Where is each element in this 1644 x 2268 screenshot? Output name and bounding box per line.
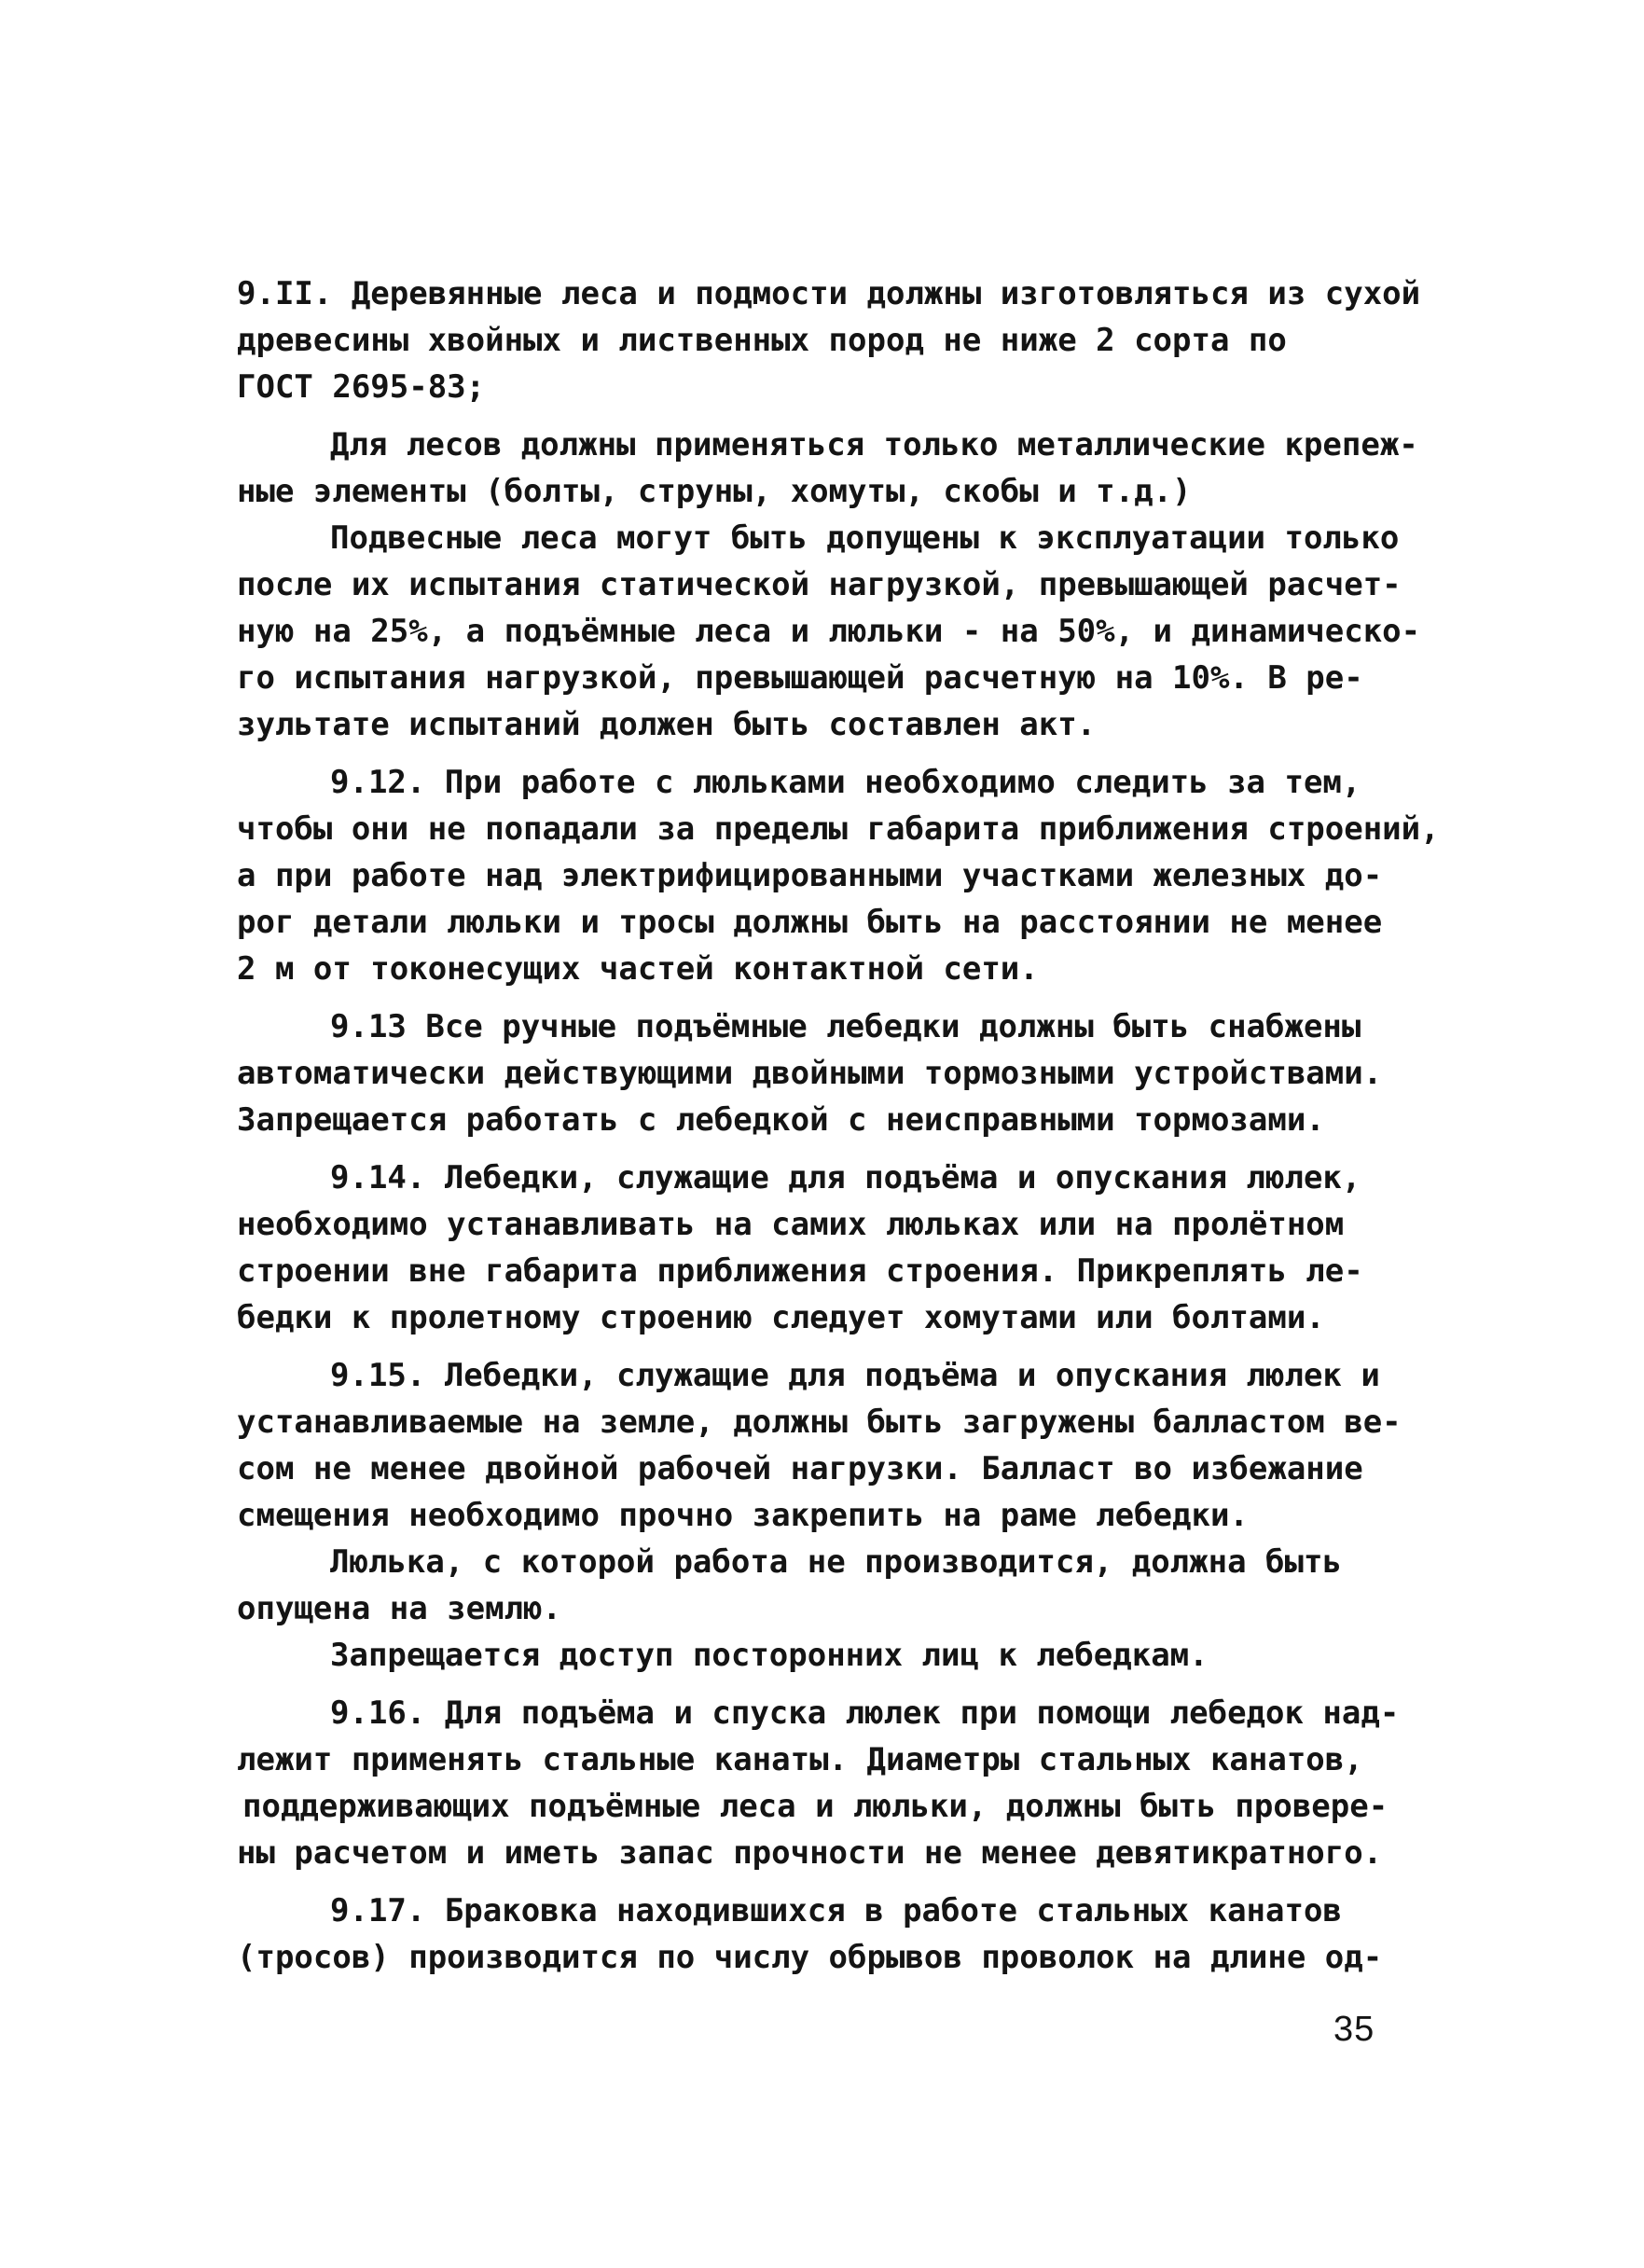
paragraph-9-17 bbox=[237, 1888, 1440, 1981]
text-line: Люлька, с которой работа не производится, должна быть bbox=[330, 1543, 1342, 1581]
text-line: (тросов) производится по числу обрывов проволок на длине од- bbox=[237, 1939, 1383, 1976]
paragraph-9-15 bbox=[237, 1352, 1440, 1539]
paragraph-9-13 bbox=[237, 1003, 1440, 1143]
paragraph-9-14 bbox=[237, 1155, 1440, 1341]
text-line: ные элементы (болты, струны, хомуты, скобы и т.д.) bbox=[237, 473, 1192, 510]
text-line: Для лесов должны применяться только металлические крепеж- bbox=[330, 426, 1418, 463]
text-line: а при работе над электрифицированными участками железных до- bbox=[237, 857, 1383, 894]
text-line: зультате испытаний должен быть составлен акт. bbox=[237, 706, 1097, 743]
text-line: поддерживающих подъёмные леса и люльки, должны быть провере- bbox=[242, 1788, 1388, 1825]
paragraph-9-11 bbox=[237, 270, 1440, 410]
document-body bbox=[237, 270, 1440, 1992]
text-line: 9.16. Для подъёма и спуска люлек при помощи лебедок над- bbox=[330, 1694, 1400, 1732]
paragraph-9-12 bbox=[237, 759, 1440, 992]
text-line: рог детали люльки и тросы должны быть на расстоянии не менее bbox=[237, 904, 1383, 941]
paragraph-9-11-testing bbox=[237, 515, 1440, 748]
text-line: необходимо устанавливать на самих люльках или на пролётном bbox=[237, 1206, 1345, 1243]
paragraph-9-15-cradle bbox=[237, 1539, 1440, 1632]
text-line: ны расчетом и иметь запас прочности не менее девятикратного. bbox=[237, 1834, 1383, 1872]
text-line: ГОСТ 2695-83; bbox=[237, 368, 486, 406]
text-line: древесины хвойных и лиственных пород не ниже 2 сорта по bbox=[237, 322, 1287, 359]
paragraph-9-15-access bbox=[237, 1632, 1440, 1679]
text-line: 9.II. Деревянные леса и подмости должны изготовляться из сухой bbox=[237, 275, 1421, 312]
text-line: го испытания нагрузкой, превышающей расчетную на 10%. В ре- bbox=[237, 659, 1363, 697]
text-line: 9.13 Все ручные подъёмные лебедки должны быть снабжены bbox=[330, 1008, 1361, 1045]
text-line: после их испытания статической нагрузкой, превышающей расчет- bbox=[237, 566, 1402, 603]
page-number: 35 bbox=[1333, 2010, 1375, 2049]
text-line: ную на 25%, а подъёмные леса и люльки - на 50%, и динамическо- bbox=[237, 613, 1421, 650]
text-line: лежит применять стальные канаты. Диаметры стальных канатов, bbox=[237, 1741, 1363, 1778]
paragraph-9-11-fasteners bbox=[237, 422, 1440, 515]
text-line: сом не менее двойной рабочей нагрузки. Балласт во избежание bbox=[237, 1450, 1363, 1487]
text-line: автоматически действующими двойными тормозными устройствами. bbox=[237, 1055, 1383, 1092]
text-line: строении вне габарита приближения строения. Прикреплять ле- bbox=[237, 1252, 1363, 1290]
text-line: чтобы они не попадали за пределы габарита приближения строений, bbox=[237, 810, 1440, 848]
text-line: бедки к пролетному строению следует хомутами или болтами. bbox=[237, 1299, 1325, 1336]
text-line: 2 м от токонесущих частей контактной сети. bbox=[237, 950, 1039, 988]
text-line: 9.14. Лебедки, служащие для подъёма и опускания люлек, bbox=[330, 1159, 1361, 1196]
text-line: смещения необходимо прочно закрепить на раме лебедки. bbox=[237, 1497, 1249, 1534]
text-line: Запрещается работать с лебедкой с неисправными тормозами. bbox=[237, 1101, 1325, 1139]
text-line: Запрещается доступ посторонних лиц к лебедкам. bbox=[330, 1637, 1209, 1674]
text-line: 9.12. При работе с люльками необходимо следить за тем, bbox=[330, 764, 1361, 801]
text-line: устанавливаемые на земле, должны быть загружены балластом ве- bbox=[237, 1404, 1402, 1441]
text-line: Подвесные леса могут быть допущены к эксплуатации только bbox=[330, 519, 1400, 557]
text-line: 9.15. Лебедки, служащие для подъёма и опускания люлек и bbox=[330, 1357, 1380, 1394]
text-line: 9.17. Браковка находившихся в работе стальных канатов bbox=[330, 1892, 1342, 1929]
paragraph-9-16 bbox=[237, 1690, 1440, 1876]
text-line: опущена на землю. bbox=[237, 1590, 561, 1627]
